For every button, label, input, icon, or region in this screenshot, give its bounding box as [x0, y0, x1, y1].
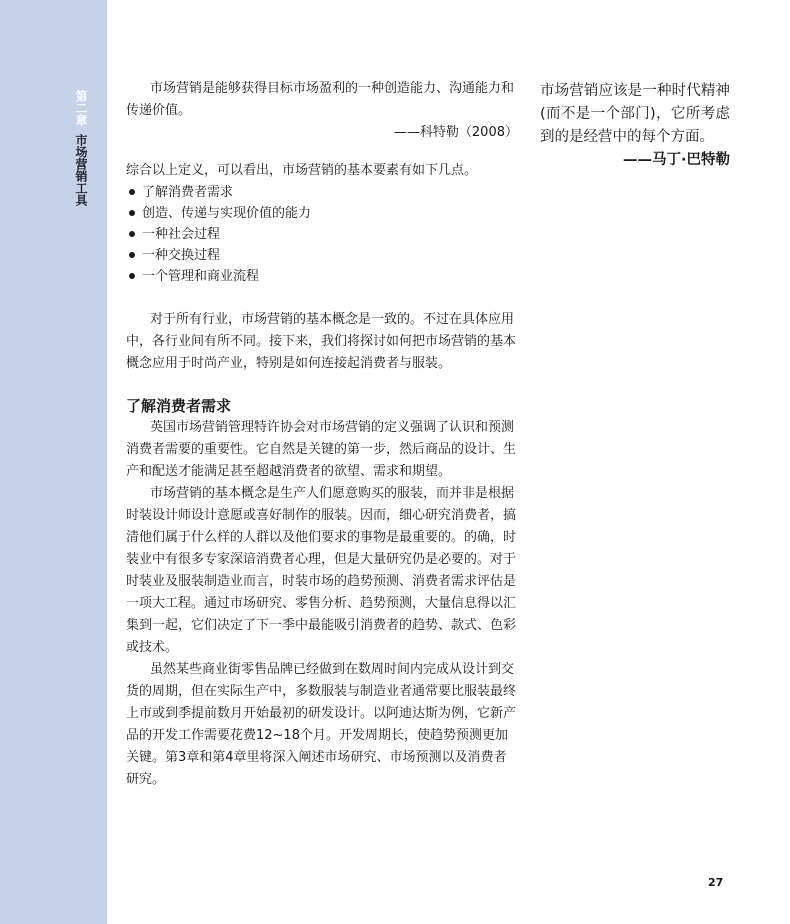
main-text-column	[126, 78, 518, 791]
chapter-label	[74, 90, 87, 206]
chapter-title: 市场营销工具	[74, 134, 88, 206]
section-paragraph: 虽然某些商业街零售品牌已经做到在数周时间内完成从设计到交货的周期，但在实际生产中，多数服装与制造业者通常要比服装最终上市或到季提前数月开始最初的研发设计。以阿迪达斯为例，它新产品的开发工作需要花费12~18个月。开发周期长，使趋势预测更加关键。第3章和第4章里将深入阐述市场研究、市场预测以及消费者研究。	[126, 662, 517, 787]
list-item: 了解消费者需求	[126, 182, 518, 203]
page-number: 27	[708, 876, 724, 889]
bullet-icon	[129, 273, 135, 279]
bullet-icon	[129, 252, 135, 258]
list-item: 一种交换过程	[126, 245, 518, 266]
definition-quote: 市场营销是能够获得目标市场盈利的一种创造能力、沟通能力和传递价值。	[126, 81, 515, 118]
side-quote-attribution: ——马丁·巴特勒	[622, 152, 730, 168]
bullet-icon	[129, 231, 135, 237]
side-quote-text: 市场营销应该是一种时代精神(而不是一个部门)，它所考虑到的是经营中的每个方面。	[540, 83, 730, 145]
chapter-number: 第二章	[74, 90, 88, 126]
list-item: 一种社会过程	[126, 224, 518, 245]
key-points-list	[126, 182, 518, 287]
bullet-icon	[129, 210, 135, 216]
paragraph-industry: 对于所有行业，市场营销的基本概念是一致的。不过在具体应用中，各行业间有所不同。接下来，我们将探讨如何把市场营销的基本概念应用于时尚产业，特别是如何连接起消费者与服装。	[126, 312, 517, 371]
quote-attribution: ——科特勒（2008）	[393, 125, 518, 140]
side-quote	[540, 80, 730, 172]
section-paragraph: 市场营销的基本概念是生产人们愿意购买的服装，而并非是根据时装设计师设计意愿或喜好制作的服装。因而，细心研究消费者，搞清他们属于什么样的人群以及他们要求的事物是最重要的。的确，时装业中有很多专家深谙消费者心理，但是大量研究仍是必要的。对于时装业及服装制造业而言，时装市场的趋势预测、消费者需求评估是一项大工程。通过市场研究、零售分析、趋势预测，大量信息得以汇集到一起，它们决定了下一季中最能吸引消费者的趋势、款式、色彩或技术。	[126, 486, 517, 655]
list-item: 一个管理和商业流程	[126, 266, 518, 287]
chapter-side-band	[0, 0, 107, 924]
section-paragraph: 英国市场营销管理特许协会对市场营销的定义强调了认识和预测消费者需要的重要性。它自然是关键的第一步，然后商品的设计、生产和配送才能满足甚至超越消费者的欲望、需求和期望。	[126, 420, 517, 479]
bullet-icon	[129, 189, 135, 195]
section-heading: 了解消费者需求	[126, 397, 232, 415]
list-item: 创造、传递与实现价值的能力	[126, 203, 518, 224]
intro-text: 综合以上定义，可以看出，市场营销的基本要素有如下几点。	[126, 163, 478, 178]
